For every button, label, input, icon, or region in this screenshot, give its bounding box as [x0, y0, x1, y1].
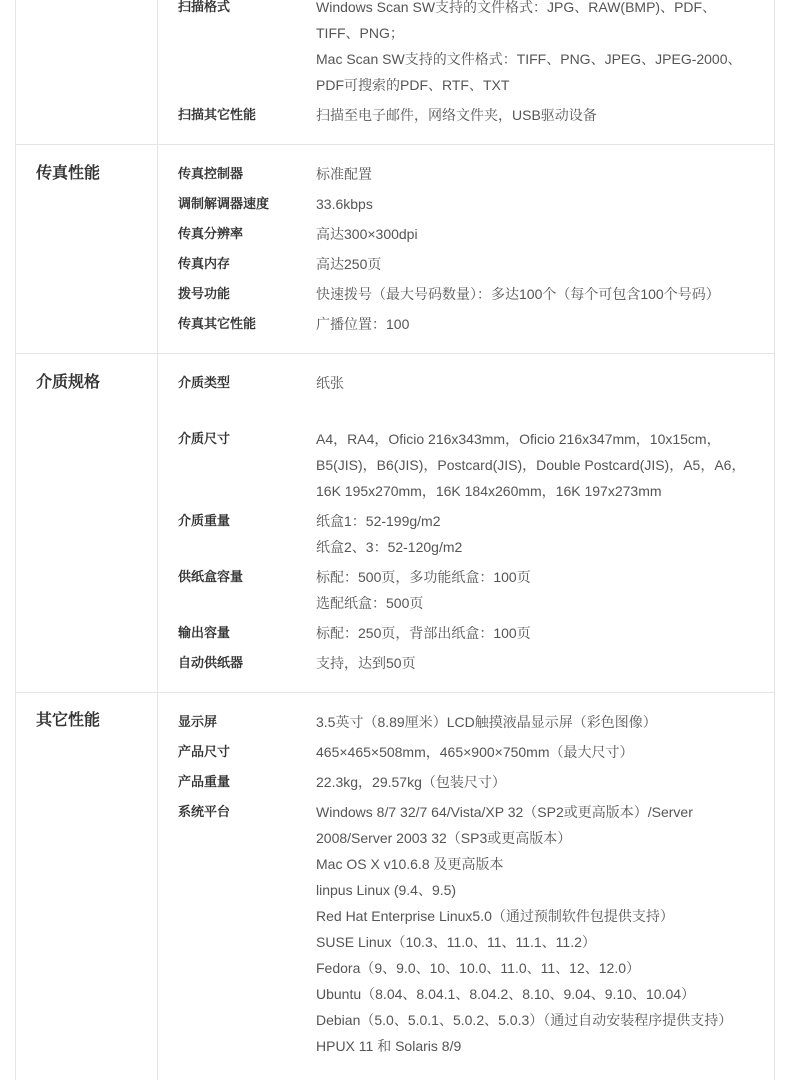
spec-label: 扫描格式	[178, 0, 231, 14]
section-divider	[15, 353, 774, 354]
spec-value-line: 16K 195x270mm，16K 184x260mm，16K 197x273mm	[316, 483, 662, 499]
spec-value	[316, 102, 756, 128]
spec-value	[316, 281, 756, 307]
spec-value-line: 纸盒1：52-199g/m2	[316, 513, 441, 529]
spec-label: 产品尺寸	[178, 744, 231, 759]
spec-value-line: 标配：500页，多功能纸盒：100页	[316, 569, 531, 585]
spec-value	[316, 709, 756, 735]
spec-label: 传真分辨率	[178, 226, 244, 241]
spec-value-line: TIFF、PNG；	[316, 25, 404, 41]
spec-label: 介质尺寸	[178, 431, 231, 446]
spec-value-line: SUSE Linux（10.3、11.0、11、11.1、11.2）	[316, 934, 596, 950]
section-category: 介质规格	[36, 374, 101, 391]
spec-value-line: Ubuntu（8.04、8.04.1、8.04.2、8.10、9.04、9.10、10.04）	[316, 986, 696, 1002]
spec-value-line: 22.3kg，29.57kg（包装尺寸）	[316, 774, 506, 790]
spec-label: 拨号功能	[178, 286, 231, 301]
spec-value	[316, 620, 756, 646]
spec-value-line: A4，RA4，Oficio 216x343mm，Oficio 216x347mm，10x15cm，	[316, 431, 721, 447]
spec-label: 系统平台	[178, 804, 231, 819]
spec-value-line: 选配纸盒：500页	[316, 595, 424, 611]
spec-value-line: Debian（5.0、5.0.1、5.0.2、5.0.3）（通过自动安装程序提供支持）	[316, 1012, 733, 1028]
spec-value-line: 广播位置：100	[316, 316, 410, 332]
spec-value-line: Windows Scan SW支持的文件格式：JPG、RAW(BMP)、PDF、	[316, 0, 717, 15]
spec-value-line: 高达250页	[316, 256, 382, 272]
spec-value	[316, 426, 756, 504]
spec-value	[316, 0, 756, 98]
spec-label: 介质类型	[178, 375, 231, 390]
spec-value-line: B5(JIS)，B6(JIS)，Postcard(JIS)，Double Postcard(JIS)，A5，A6，	[316, 457, 746, 473]
section-category: 传真性能	[36, 165, 101, 182]
spec-label: 传真其它性能	[178, 316, 257, 331]
spec-value-line: 3.5英寸（8.89厘米）LCD触摸液晶显示屏（彩色图像）	[316, 714, 657, 730]
spec-value	[316, 739, 756, 765]
spec-value-line: 纸盒2、3：52-120g/m2	[316, 539, 463, 555]
spec-value-line: Fedora（9、9.0、10、10.0、11.0、11、12、12.0）	[316, 960, 640, 976]
spec-value	[316, 650, 756, 676]
spec-value-line: linpus Linux (9.4、9.5)	[316, 882, 457, 898]
spec-label: 传真控制器	[178, 166, 244, 181]
section-divider	[15, 144, 774, 145]
spec-label: 介质重量	[178, 513, 231, 528]
section-category: 其它性能	[36, 712, 101, 729]
spec-value-line: 高达300×300dpi	[316, 226, 418, 242]
spec-label: 扫描其它性能	[178, 107, 257, 122]
spec-value-line: Mac Scan SW支持的文件格式：TIFF、PNG、JPEG、JPEG-2000、	[316, 51, 742, 67]
spec-value	[316, 769, 756, 795]
section-divider	[15, 692, 774, 693]
spec-value-line: 扫描至电子邮件，网络文件夹，USB驱动设备	[316, 107, 597, 123]
spec-value	[316, 191, 756, 217]
spec-value-line: PDF可搜索的PDF、RTF、TXT	[316, 77, 510, 93]
spec-label: 传真内存	[178, 256, 231, 271]
spec-label: 产品重量	[178, 774, 231, 789]
spec-label: 调制解调器速度	[178, 196, 270, 211]
spec-value-line: Windows 8/7 32/7 64/Vista/XP 32（SP2或更高版本）/Server	[316, 804, 693, 820]
spec-value-line: Mac OS X v10.6.8 及更高版本	[316, 856, 504, 872]
spec-value	[316, 508, 756, 560]
spec-value-line: 快速拨号（最大号码数量）：多达100个（每个可包含100个号码）	[316, 286, 720, 302]
spec-value-line: 纸张	[316, 375, 344, 391]
spec-value-line: HPUX 11 和 Solaris 8/9	[316, 1038, 462, 1054]
spec-value	[316, 161, 756, 187]
column-divider	[157, 0, 158, 1080]
spec-value-line: Red Hat Enterprise Linux5.0（通过预制软件包提供支持）	[316, 908, 674, 924]
spec-value	[316, 799, 756, 1059]
spec-value	[316, 370, 756, 396]
spec-value-line: 支持，达到50页	[316, 655, 416, 671]
spec-value-line: 465×465×508mm，465×900×750mm（最大尺寸）	[316, 744, 634, 760]
spec-value-line: 33.6kbps	[316, 196, 373, 212]
spec-label: 输出容量	[178, 625, 231, 640]
spec-value-line: 2008/Server 2003 32（SP3或更高版本）	[316, 830, 572, 846]
spec-value	[316, 221, 756, 247]
spec-label: 供纸盒容量	[178, 569, 244, 584]
spec-label: 自动供纸器	[178, 655, 244, 670]
spec-label: 显示屏	[178, 714, 218, 729]
spec-value	[316, 311, 756, 337]
spec-value-line: 标准配置	[316, 166, 372, 182]
spec-value-line: 标配：250页，背部出纸盒：100页	[316, 625, 531, 641]
spec-value	[316, 251, 756, 277]
spec-value	[316, 564, 756, 616]
